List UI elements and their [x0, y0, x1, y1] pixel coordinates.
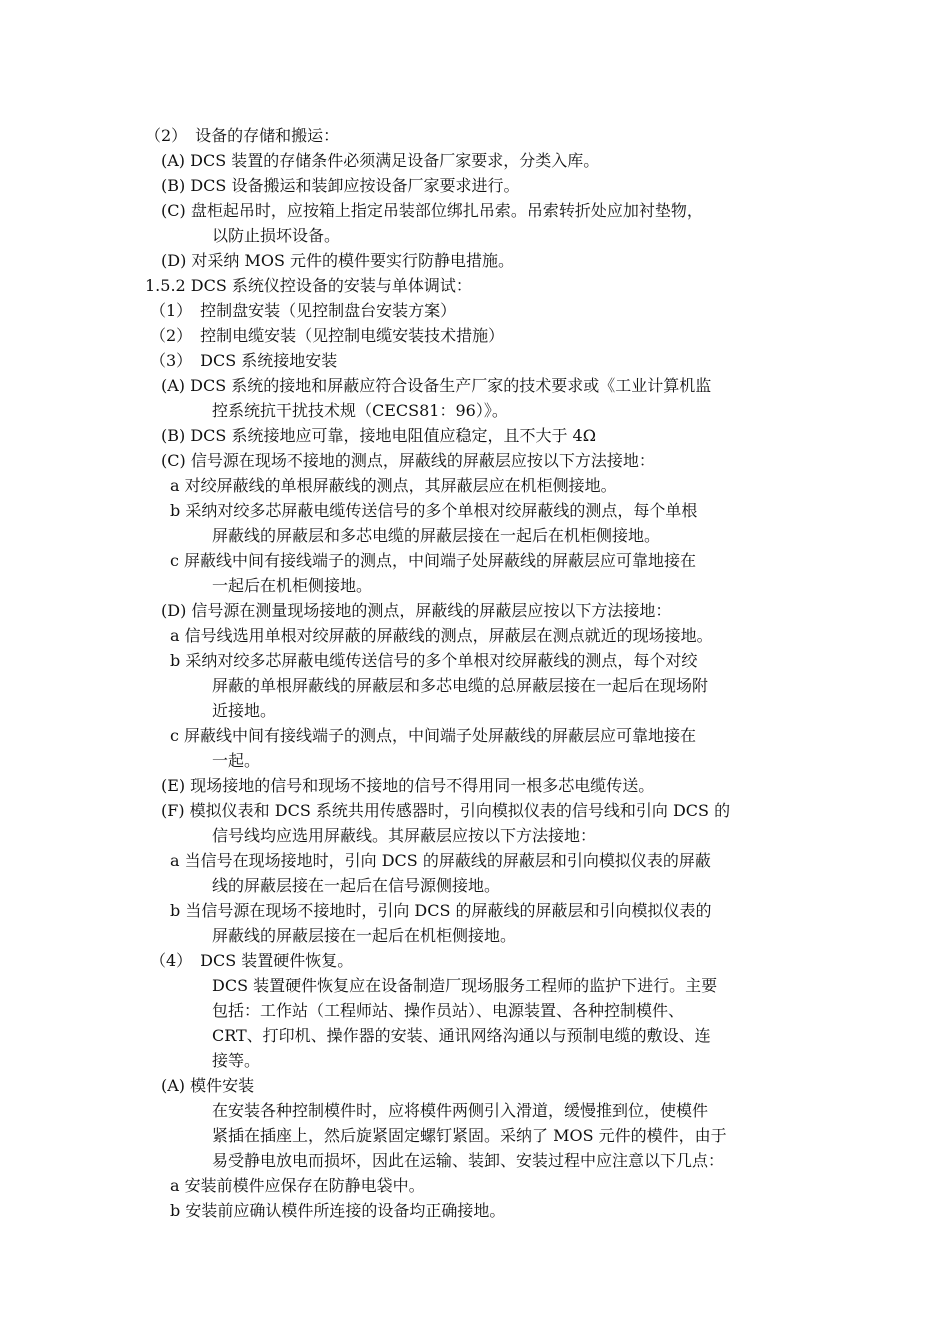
text-line: （2） 控制电缆安装（见控制电缆安装技术措施）	[150, 326, 505, 345]
text-line: 屏蔽线的屏蔽层接在一起后在机柜侧接地。	[212, 926, 517, 945]
text-line: a 对绞屏蔽线的单根屏蔽线的测点，其屏蔽层应在机柜侧接地。	[170, 476, 617, 495]
section-heading: 1.5.2 DCS 系统仪控设备的安装与单体调试：	[145, 276, 472, 295]
text-line: （2） 设备的存储和搬运：	[145, 126, 340, 145]
text-line: (A) 模件安装	[161, 1076, 255, 1095]
text-line: (C) 盘柜起吊时，应按箱上指定吊装部位绑扎吊索。吊索转折处应加衬垫物，	[161, 201, 703, 220]
text-line: b 采纳对绞多芯屏蔽电缆传送信号的多个单根对绞屏蔽线的测点，每个对绞	[170, 651, 698, 670]
text-line: (B) DCS 系统接地应可靠，接地电阻值应稳定，且不大于 4Ω	[161, 426, 596, 445]
text-line: （4） DCS 装置硬件恢复。	[150, 951, 354, 970]
text-line: 一起。	[212, 751, 261, 770]
text-line: (D) 对采纳 MOS 元件的模件要实行防静电措施。	[161, 251, 515, 270]
text-line: 近接地。	[212, 701, 277, 720]
text-line: CRT、打印机、操作器的安装、通讯网络沟通以与预制电缆的敷设、连	[212, 1026, 711, 1045]
text-line: (A) DCS 装置的存储条件必须满足设备厂家要求，分类入库。	[161, 151, 600, 170]
text-line: (F) 模拟仪表和 DCS 系统共用传感器时，引向模拟仪表的信号线和引向 DCS 的	[161, 801, 731, 820]
text-line: （3） DCS 系统接地安装	[150, 351, 338, 370]
text-line: 线的屏蔽层接在一起后在信号源侧接地。	[212, 876, 501, 895]
text-line: 控系统抗干扰技术规（CECS81：96）》。	[212, 401, 508, 420]
text-line: (E) 现场接地的信号和现场不接地的信号不得用同一根多芯电缆传送。	[161, 776, 655, 795]
text-line: 易受静电放电而损坏，因此在运输、装卸、安装过程中应注意以下几点：	[212, 1151, 725, 1170]
text-line: b 安装前应确认模件所连接的设备均正确接地。	[170, 1201, 506, 1220]
text-line: 屏蔽的单根屏蔽线的屏蔽层和多芯电缆的总屏蔽层接在一起后在现场附	[212, 676, 709, 695]
text-line: (A) DCS 系统的接地和屏蔽应符合设备生产厂家的技术要求或《工业计算机监	[161, 376, 712, 395]
text-line: a 当信号在现场接地时，引向 DCS 的屏蔽线的屏蔽层和引向模拟仪表的屏蔽	[170, 851, 711, 870]
text-line: b 当信号源在现场不接地时，引向 DCS 的屏蔽线的屏蔽层和引向模拟仪表的	[170, 901, 712, 920]
text-line: a 信号线选用单根对绞屏蔽的屏蔽线的测点，屏蔽层在测点就近的现场接地。	[170, 626, 713, 645]
text-line: 包括：工作站（工程师站、操作员站）、电源装置、各种控制模件、	[212, 1001, 685, 1020]
text-line: b 采纳对绞多芯屏蔽电缆传送信号的多个单根对绞屏蔽线的测点，每个单根	[170, 501, 698, 520]
text-line: （1） 控制盘安装（见控制盘台安装方案）	[150, 301, 457, 320]
text-line: (C) 信号源在现场不接地的测点，屏蔽线的屏蔽层应按以下方法接地：	[161, 451, 655, 470]
text-line: (D) 信号源在测量现场接地的测点，屏蔽线的屏蔽层应按以下方法接地：	[161, 601, 672, 620]
text-line: 紧插在插座上，然后旋紧固定螺钉紧固。采纳了 MOS 元件的模件，由于	[212, 1126, 727, 1145]
text-line: (B) DCS 设备搬运和装卸应按设备厂家要求进行。	[161, 176, 520, 195]
text-line: 一起后在机柜侧接地。	[212, 576, 373, 595]
text-line: 信号线均应选用屏蔽线。其屏蔽层应按以下方法接地：	[212, 826, 597, 845]
text-line: c 屏蔽线中间有接线端子的测点，中间端子处屏蔽线的屏蔽层应可靠地接在	[170, 726, 697, 745]
text-line: c 屏蔽线中间有接线端子的测点，中间端子处屏蔽线的屏蔽层应可靠地接在	[170, 551, 697, 570]
text-line: 以防止损坏设备。	[212, 226, 341, 245]
text-line: 在安装各种控制模件时，应将模件两侧引入滑道，缓慢推到位，使模件	[212, 1101, 709, 1120]
text-line: DCS 装置硬件恢复应在设备制造厂现场服务工程师的监护下进行。主要	[212, 976, 718, 995]
text-line: 接等。	[212, 1051, 261, 1070]
text-line: a 安装前模件应保存在防静电袋中。	[170, 1176, 425, 1195]
text-line: 屏蔽线的屏蔽层和多芯电缆的屏蔽层接在一起后在机柜侧接地。	[212, 526, 661, 545]
